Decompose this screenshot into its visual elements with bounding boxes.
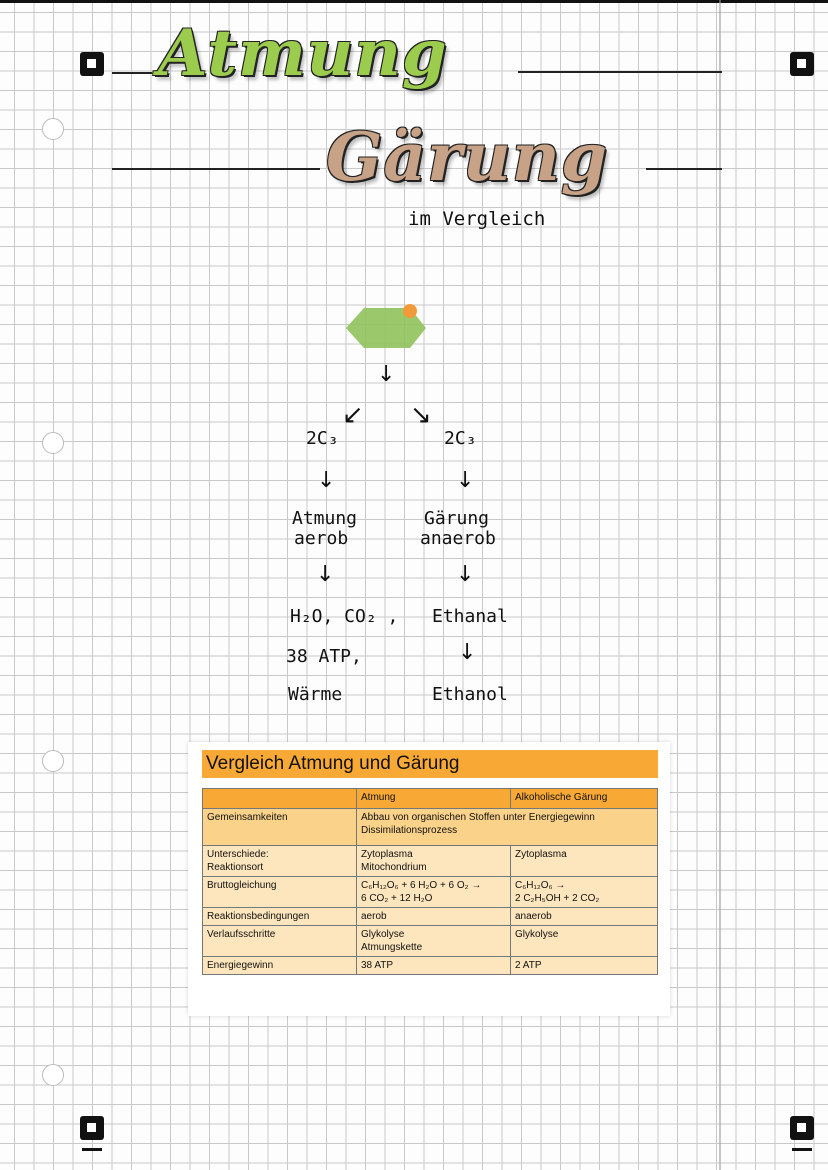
glucose-hexagon-icon <box>344 300 428 352</box>
right-condition: anaerob <box>420 528 496 549</box>
title-rule <box>646 168 722 170</box>
down-arrow-icon: ↓ <box>317 468 336 493</box>
corner-dash-bottom-right <box>792 1148 812 1151</box>
corner-marker-top-left <box>80 52 104 76</box>
row-label: Energiegewinn <box>203 957 357 975</box>
margin-line <box>719 0 721 1170</box>
down-arrow-icon: ↓ <box>377 362 396 387</box>
punch-hole <box>42 1064 64 1086</box>
left-process: Atmung <box>292 508 358 529</box>
row-label: Gemeinsamkeiten <box>203 809 357 846</box>
left-result: 38 ATP, <box>286 646 362 667</box>
left-condition: aerob <box>294 528 349 549</box>
right-result: Ethanal <box>432 606 508 627</box>
right-product: 2C₃ <box>444 428 477 449</box>
page-top-edge <box>0 0 828 3</box>
atmung-cell: aerob <box>357 908 511 926</box>
left-result: Wärme <box>288 684 343 705</box>
down-arrow-icon: ↓ <box>316 562 335 587</box>
table-header-cell: Atmung <box>357 789 511 809</box>
table-row <box>203 846 658 877</box>
table-row <box>203 809 658 846</box>
split-left-arrow-icon: ↙ <box>342 400 364 430</box>
corner-marker-bottom-right <box>790 1116 814 1140</box>
gaerung-cell: 2 ATP <box>511 957 658 975</box>
title-rule <box>518 71 722 73</box>
shared-cell: Abbau von organischen Stoffen unter Energiegewinn Dissimilationsprozess <box>357 809 658 846</box>
atmung-cell: Glykolyse Atmungskette <box>357 926 511 957</box>
atmung-cell: Zytoplasma Mitochondrium <box>357 846 511 877</box>
table-header-cell <box>203 789 357 809</box>
title-gaerung: Gärung <box>326 118 609 196</box>
comparison-card <box>188 742 670 1016</box>
down-arrow-icon: ↓ <box>456 468 475 493</box>
title-rule <box>112 168 320 170</box>
row-label: Bruttogleichung <box>203 877 357 908</box>
title-atmung: Atmung <box>158 16 448 91</box>
right-result: Ethanol <box>432 684 508 705</box>
split-right-arrow-icon: ↘ <box>410 400 432 430</box>
gaerung-cell: Glykolyse <box>511 926 658 957</box>
card-header <box>202 750 658 778</box>
punch-hole <box>42 750 64 772</box>
left-result: H₂O, CO₂ , <box>290 606 399 627</box>
table-header-cell: Alkoholische Gärung <box>511 789 658 809</box>
corner-marker-bottom-left <box>80 1116 104 1140</box>
punch-hole <box>42 432 64 454</box>
table-row <box>203 957 658 975</box>
row-label: Unterschiede: Reaktionsort <box>203 846 357 877</box>
table-row <box>203 926 658 957</box>
corner-marker-top-right <box>790 52 814 76</box>
corner-dash-bottom-left <box>82 1148 102 1151</box>
down-arrow-icon: ↓ <box>456 562 475 587</box>
right-process: Gärung <box>424 508 490 529</box>
down-arrow-icon: ↓ <box>458 640 477 665</box>
table-header-row <box>203 789 658 809</box>
atmung-cell: C₆H₁₂O₆ + 6 H₂O + 6 O₂ → 6 CO₂ + 12 H₂O <box>357 877 511 908</box>
left-product: 2C₃ <box>306 428 339 449</box>
gaerung-cell: anaerob <box>511 908 658 926</box>
table-row <box>203 877 658 908</box>
punch-hole <box>42 118 64 140</box>
subtitle: im Vergleich <box>408 208 546 230</box>
row-label: Reaktionsbedingungen <box>203 908 357 926</box>
gaerung-cell: Zytoplasma <box>511 846 658 877</box>
table-row <box>203 908 658 926</box>
row-label: Verlaufsschritte <box>203 926 357 957</box>
atmung-cell: 38 ATP <box>357 957 511 975</box>
card-title: Vergleich Atmung und Gärung <box>206 753 460 774</box>
title-rule <box>112 72 152 74</box>
comparison-table <box>202 788 658 975</box>
gaerung-cell: C₆H₁₂O₆ → 2 C₂H₅OH + 2 CO₂ <box>511 877 658 908</box>
